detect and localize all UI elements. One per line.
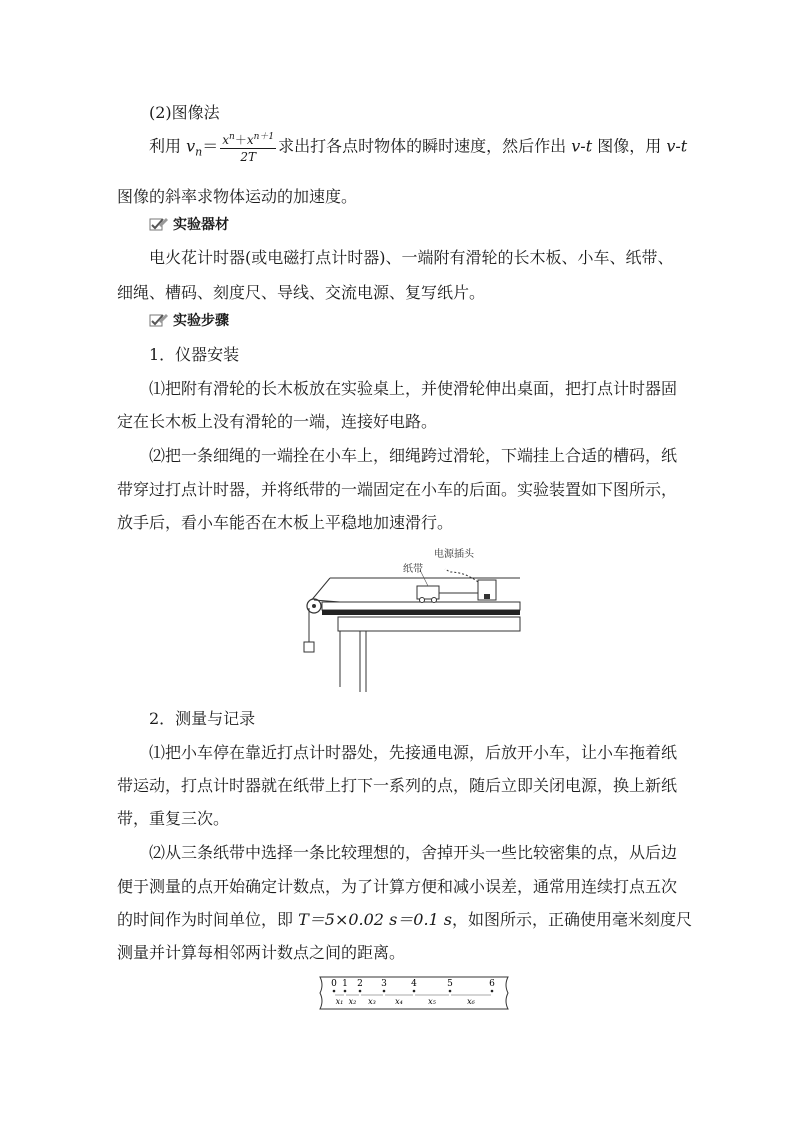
- velocity-fraction: [220, 130, 276, 164]
- tape-segment-label: x₂: [348, 997, 357, 1006]
- period-formula: T＝5×0.02 s＝0.1 s: [298, 910, 453, 929]
- tape-point-dot: [359, 990, 362, 993]
- step4-line4: 测量并计算每相邻两计数点之间的距离。: [117, 943, 406, 962]
- step3-line1: ⑴把小车停在靠近打点计时器处，先接通电源，后放开小车，让小车拖着纸: [149, 743, 678, 762]
- tape-point-dot: [333, 990, 336, 993]
- step4-line2: 便于测量的点开始确定计数点，为了计算方便和减小误差，通常用连续打点五次: [117, 877, 678, 896]
- label-power-plug: 电源插头: [434, 549, 474, 560]
- tape-segment-label: x₁: [335, 997, 344, 1006]
- tape-point-dot: [344, 990, 347, 993]
- vt-label-2: v-t: [666, 136, 688, 156]
- power-cord: [445, 569, 478, 582]
- tape-point-label: 4: [411, 979, 417, 989]
- step4-line3: [117, 907, 692, 930]
- tape-point-label: 5: [447, 979, 453, 989]
- tape-segment-label: x₅: [428, 997, 436, 1006]
- graph-method-line2: 图像的斜率求物体运动的加速度。: [117, 187, 358, 206]
- velocity-symbol: v: [186, 136, 196, 156]
- tape-point-dot: [449, 990, 452, 993]
- tape-point-dot: [491, 990, 494, 993]
- step4-line3-pre: 的时间作为时间单位，即: [117, 910, 299, 929]
- tape-point-dot: [413, 990, 416, 993]
- tape-segment-label: x₄: [395, 997, 403, 1006]
- heading-steps-text: 实验步骤: [173, 313, 229, 329]
- subheading-install: 1．仪器安装: [149, 345, 240, 364]
- vt-label-1: v-t: [571, 136, 593, 156]
- section-title-graph-method: (2)图像法: [149, 103, 220, 122]
- step2-line1: ⑵把一条细绳的一端拴在小车上，细绳跨过滑轮，下端挂上合适的槽码，纸: [149, 446, 678, 465]
- tape-point-dot: [383, 990, 386, 993]
- label-paper-tape: 纸带: [403, 564, 423, 575]
- graph-method-line1: [149, 130, 687, 164]
- tape-point-label: 1: [342, 979, 348, 989]
- tape-point-label: 3: [381, 979, 387, 989]
- board-side: [322, 610, 520, 615]
- tape-point-label: 2: [357, 979, 363, 989]
- fraction-denominator: 2T: [240, 150, 257, 164]
- equipment-line1: 电火花计时器(或电磁打点计时器)、一端附有滑轮的长木板、小车、纸带、: [149, 248, 674, 267]
- text-use: 利用: [149, 136, 187, 156]
- text-graph-use: 图像，用: [592, 136, 667, 156]
- step4-line1: ⑵从三条纸带中选择一条比较理想的，舍掉开头一些比较密集的点，从后边: [149, 843, 678, 862]
- check-pen-icon: [149, 312, 169, 328]
- subheading-measure: 2．测量与记录: [149, 709, 256, 728]
- equals-sign: ＝: [202, 136, 219, 156]
- long-board: [322, 602, 520, 610]
- step3-line3: 带，重复三次。: [117, 809, 230, 828]
- step1-line2: 定在长木板上没有滑轮的一端，连接好电路。: [117, 412, 438, 431]
- step2-line2: 带穿过打点计时器，并将纸带的一端固定在小车的后面。实验装置如下图所示，: [117, 480, 678, 499]
- heading-equipment-text: 实验器材: [173, 217, 229, 233]
- tape-figure: [316, 975, 512, 1011]
- text-find-velocity: 求出打各点时物体的瞬时速度，然后作出: [278, 136, 572, 156]
- tape-point-label: 6: [489, 979, 495, 989]
- step4-line3-post: ，如图所示，正确使用毫米刻度尺: [452, 910, 693, 929]
- cart: [417, 586, 439, 599]
- fraction-numerator: $x^n+x^{n+1}$: [222, 132, 275, 147]
- tape-segment-label: x₃: [368, 997, 376, 1006]
- velocity-subscript: n: [195, 145, 203, 159]
- hook-weight: [304, 642, 314, 652]
- table-front: [338, 617, 520, 631]
- tape-point-label: 0: [331, 979, 337, 989]
- step3-line2: 带运动，打点计时器就在纸带上打下一系列的点，随后立即关闭电源，换上新纸: [117, 776, 678, 795]
- heading-steps: [149, 310, 229, 330]
- tape-segment-label: x₆: [467, 997, 475, 1006]
- check-pen-icon: [149, 216, 169, 232]
- apparatus-figure: [300, 542, 525, 692]
- step2-line3: 放手后，看小车能否在木板上平稳地加速滑行。: [117, 513, 454, 532]
- heading-equipment: [149, 214, 229, 234]
- equipment-line2: 细绳、槽码、刻度尺、导线、交流电源、复写纸片。: [117, 283, 486, 302]
- step1-line1: ⑴把附有滑轮的长木板放在实验桌上，并使滑轮伸出桌面，把打点计时器固: [149, 379, 678, 398]
- table-left-edge: [310, 578, 330, 602]
